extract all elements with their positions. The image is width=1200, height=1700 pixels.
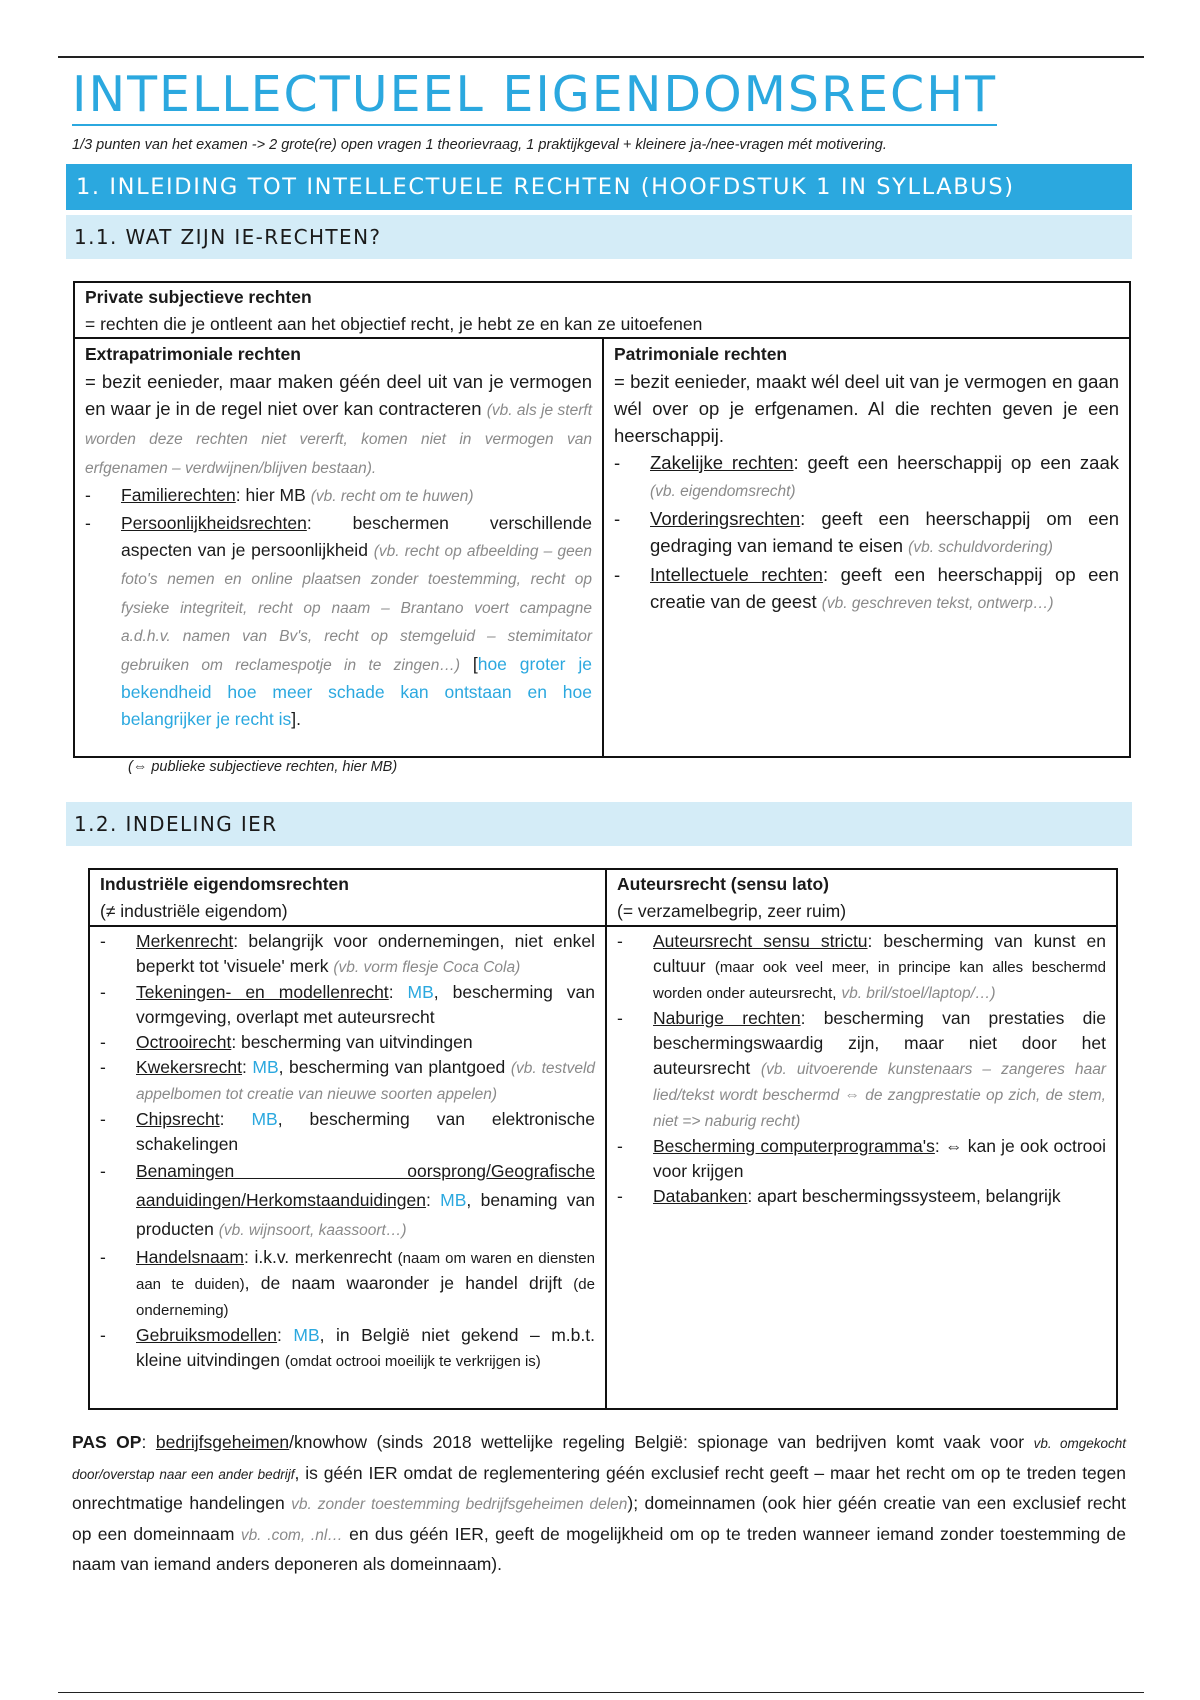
- bottom-rule: [58, 1692, 1144, 1693]
- private-rights-cell: [75, 283, 1129, 337]
- list-item: - Octrooirecht: bescherming van uitvindingen: [100, 1030, 595, 1055]
- private-rights-text: = rechten die je ontleent aan het objectief recht, je hebt ze en kan ze uitoefenen: [85, 313, 703, 334]
- list-item: - Gebruiksmodellen: MB, in België niet gekend – m.b.t. kleine uitvindingen (omdat octrooi moeilijk te verkrijgen is): [100, 1323, 595, 1374]
- industrial-list: [100, 929, 595, 1374]
- copyright-subtitle: (= verzamelbegrip, zeer ruim): [617, 900, 847, 921]
- patrimonial-intro: = bezit eenieder, maakt wél deel uit van je vermogen en gaan wél over op je erfgenamen. Al die rechten geven je een heerschappij.: [614, 370, 1119, 446]
- patrimonial-list: [614, 449, 1119, 617]
- private-rights-title: Private subjectieve rechten: [85, 287, 312, 307]
- page-title: INTELLECTUEEL EIGENDOMSRECHT: [72, 66, 997, 126]
- list-item: - Kwekersrecht: MB, bescherming van plantgoed (vb. testveld appelbomen tot creatie van nieuwe soorten appelen): [100, 1055, 595, 1107]
- industrial-subtitle: (≠ industriële eigendom): [100, 900, 288, 921]
- extrapatrimonial-cell: [75, 339, 602, 734]
- section-heading-1-2: 1.2. INDELING IER: [66, 802, 1132, 846]
- list-item: - Familierechten: hier MB (vb. recht om te huwen): [85, 482, 592, 511]
- patrimonial-title: Patrimoniale rechten: [614, 344, 788, 364]
- list-item: - Chipsrecht: MB, bescherming van elektronische schakelingen: [100, 1107, 595, 1157]
- list-item: - Merkenrecht: belangrijk voor ondernemingen, niet enkel beperkt tot 'visuele' merk (vb. vorm flesje Coca Cola): [100, 929, 595, 980]
- list-item: - Tekeningen- en modellenrecht: MB, bescherming van vormgeving, overlapt met auteursrecht: [100, 980, 595, 1030]
- extrapatrimonial-title: Extrapatrimoniale rechten: [85, 344, 301, 364]
- list-item: - Benamingen oorsprong/Geografische aanduidingen/Herkomstaanduidingen: MB, benaming van producten (vb. wijnsoort, kaassoort…): [100, 1157, 595, 1245]
- list-item: - Handelsnaam: i.k.v. merkenrecht (naam om waren en diensten aan te duiden), de naam waaronder je handel drijft (de onderneming): [100, 1245, 595, 1323]
- list-item: - Naburige rechten: bescherming van prestaties die beschermingswaardig zijn, maar niet door het auteursrecht (vb. uitvoerende kunstenaars – zangeres haar lied/tekst wordt beschermd ⇔ de zangprestatie op zich, de stem, niet => naburig recht): [617, 1006, 1106, 1134]
- industrial-title: Industriële eigendomsrechten: [100, 874, 349, 894]
- industrial-header-cell: [90, 870, 605, 925]
- section-heading-1: 1. INLEIDING TOT INTELLECTUELE RECHTEN (HOOFDSTUK 1 IN SYLLABUS): [66, 164, 1132, 210]
- list-item: - Bescherming computerprogramma's: ⇔ kan je ook octrooi voor krijgen: [617, 1134, 1106, 1184]
- copyright-title: Auteursrecht (sensu lato): [617, 874, 829, 894]
- closing-paragraph: PAS OP: bedrijfsgeheimen/knowhow (sinds 2018 wettelijke regeling België: spionage van bedrijven komt vaak voor vb. omgekocht door/overstap naar een ander bedrijf, is géén IER omdat de reglementering géén exclusief recht geeft – maar het recht om op te treden tegen onrechtmatige handelingen vb. zonder toestemming bedrijfsgeheimen delen); domeinnamen (ook hier géén creatie van een exclusief recht op een domeinnaam vb. .com, .nl… en dus géén IER, geeft de mogelijkheid om op te treden wanneer iemand zonder toestemming de naam van iemand anders deponeren als domeinnaam).: [72, 1432, 1126, 1574]
- copyright-header-cell: [607, 870, 1116, 925]
- page-subtitle: 1/3 punten van het examen -> 2 grote(re) open vragen 1 theorievraag, 1 praktijkgeval + kleinere ja-/nee-vragen mét motivering.: [72, 137, 887, 153]
- list-item: - Intellectuele rechten: geeft een heerschappij op een creatie van de geest (vb. geschreven tekst, ontwerp…): [614, 561, 1119, 617]
- industrial-cell: [90, 927, 605, 1376]
- ier-classification-table: [88, 868, 1118, 1410]
- rights-table: [73, 281, 1131, 758]
- list-item: - Vorderingsrechten: geeft een heerschappij om een gedraging van iemand te eisen (vb. schuldvordering): [614, 505, 1119, 561]
- list-item: - Persoonlijkheidsrechten: beschermen verschillende aspecten van je persoonlijkheid (vb. recht op afbeelding – geen foto's nemen en online plaatsen zonder toestemming, recht op fysieke integriteit, recht op naam – Brantano voert campagne a.d.h.v. namen van Bv's, recht op stemgeluid – stemimitator gebruiken om reclamespotje in te zingen…) [hoe groter je bekendheid hoe meer schade kan ontstaan en hoe belangrijker je recht is].: [85, 510, 592, 732]
- copyright-cell: [607, 927, 1116, 1211]
- list-item: - Auteursrecht sensu strictu: bescherming van kunst en cultuur (maar ook veel meer, in principe kan alles beschermd worden onder auteursrecht, vb. bril/stoel/laptop/…): [617, 929, 1106, 1006]
- list-item: - Zakelijke rechten: geeft een heerschappij op een zaak (vb. eigendomsrecht): [614, 449, 1119, 505]
- list-item: - Databanken: apart beschermingssysteem, belangrijk: [617, 1184, 1106, 1209]
- extrapatrimonial-intro: = bezit eenieder, maar maken géén deel uit van je vermogen en waar je in de regel niet over kan contracteren (vb. als je sterft worden deze rechten niet vererft, komen niet in vermogen van erfgenamen – verdwijnen/blijven bestaan).: [85, 370, 592, 477]
- table-footnote: (⇔ publieke subjectieve rechten, hier MB): [128, 759, 398, 775]
- copyright-list: [617, 929, 1106, 1209]
- extrapatrimonial-list: [85, 482, 592, 733]
- section-heading-1-1: 1.1. WAT ZIJN IE-RECHTEN?: [66, 215, 1132, 259]
- top-rule: [58, 56, 1144, 58]
- patrimonial-cell: [604, 339, 1129, 619]
